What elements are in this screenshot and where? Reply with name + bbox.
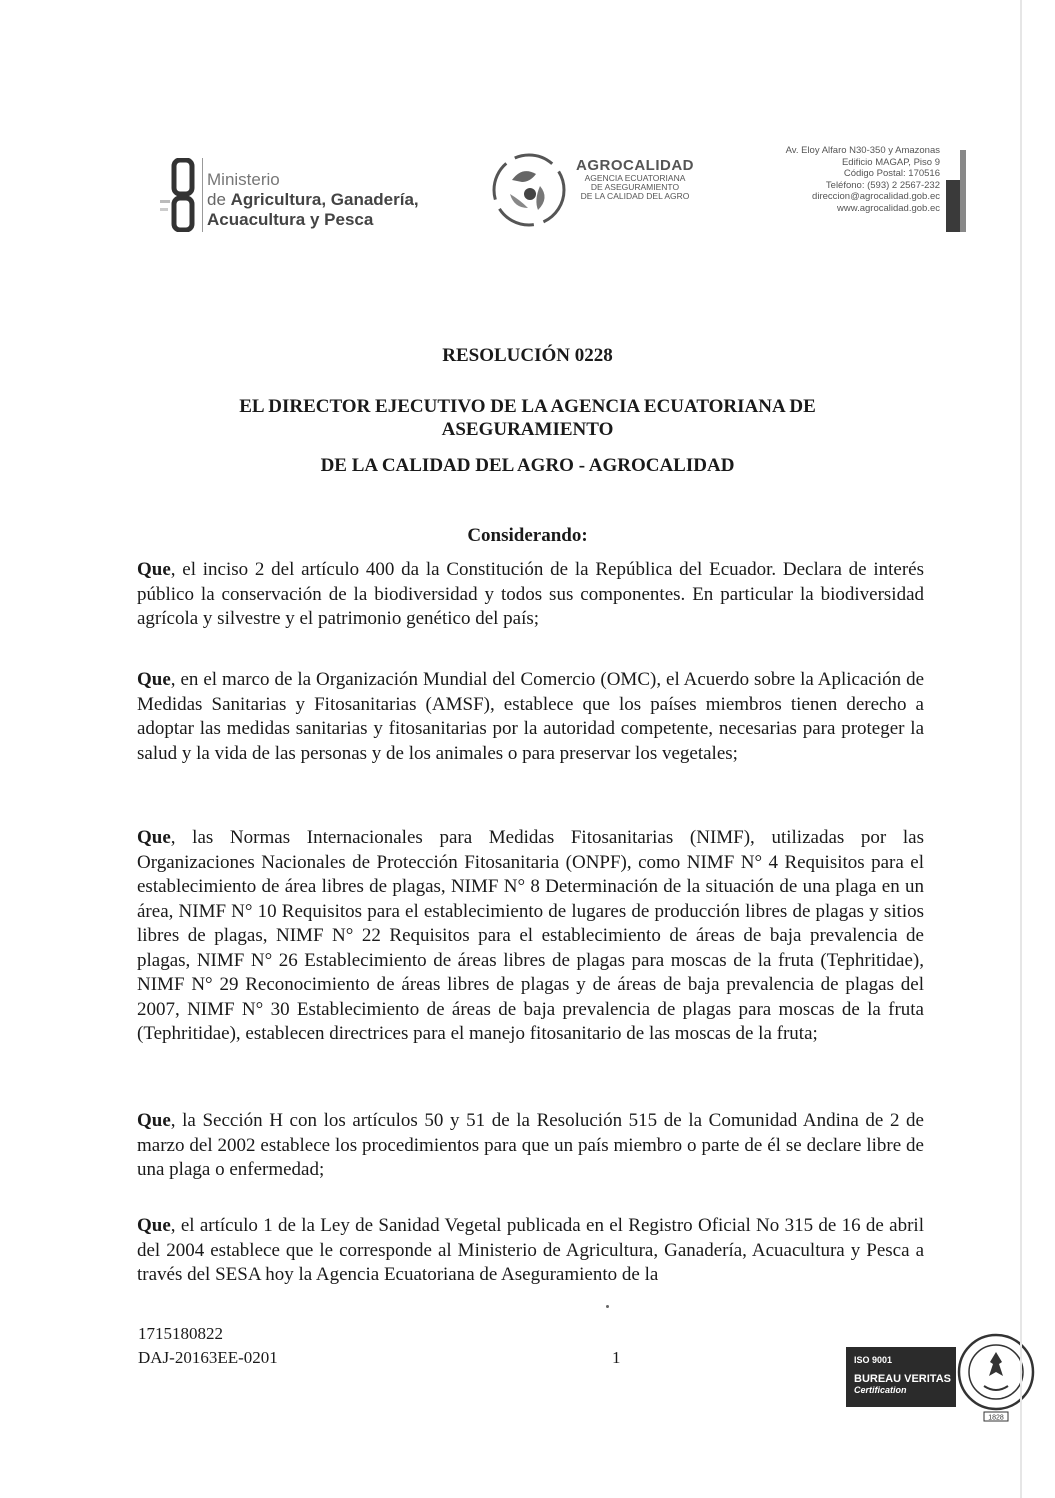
address-line: Teléfono: (593) 2 2567-232: [825, 179, 940, 191]
footer-code: DAJ-20163EE-0201: [138, 1348, 278, 1367]
resolution-number: RESOLUCIÓN 0228: [442, 345, 613, 366]
address-block: [700, 145, 940, 214]
agrocalidad-name: AGROCALIDAD: [576, 157, 694, 174]
agrocalidad-name-block: [576, 157, 694, 201]
paragraph: Que, el artículo 1 de la Ley de Sanidad Vegetal publicada en el Registro Oficial No 315 de 16 de abril del 2004 establece que le corresponde al Ministerio de Agricultura, Ganadería, Acuacultura y Pesca a través del SESA hoy la Agencia Ecuatoriana de Aseguramiento de la: [137, 1215, 924, 1285]
scan-edge: [1020, 0, 1022, 1498]
certification-badge: [846, 1347, 956, 1407]
address-decor-bar: [946, 180, 960, 232]
page-number: 1: [612, 1348, 621, 1367]
cert-iso: ISO 9001: [854, 1355, 893, 1365]
cert-sub: Certification: [854, 1385, 907, 1395]
address-line: Edificio MAGAP, Piso 9: [841, 156, 940, 168]
paragraph: Que, en el marco de la Organización Mundial del Comercio (OMC), el Acuerdo sobre la Aplicación de Medidas Sanitarias y Fitosanitarias (AMSF), establece que los países miembros tienen derecho a adoptar las medidas sanitarias y fitosanitarias por la autoridad competente, necesarias para proteger la salud y la vida de las personas y de los animales o para preservar los vegetales;: [137, 669, 924, 764]
agrocalidad-logo-icon: [490, 150, 568, 230]
ministry-line2: de Agricultura, Ganadería,: [207, 190, 419, 209]
address-decor-bar: [960, 150, 966, 232]
address-line: www.agrocalidad.gob.ec: [837, 202, 940, 214]
ministry-name: [207, 170, 419, 230]
ministry-line1: Ministerio: [207, 170, 280, 189]
bureau-veritas-seal-icon: [956, 1328, 1036, 1422]
agrocalidad-sub2: DE ASEGURAMIENTO: [590, 182, 680, 192]
paragraph: Que, las Normas Internacionales para Medidas Fitosanitarias (NIMF), utilizadas por las Organizaciones Nacionales de Protección Fitosanitaria (ONPF), como NIMF N° 4 Requisitos para el establecimiento de área libres de plagas, NIMF N° 8 Determinación de la situación de una plaga en un área, NIMF N° 10 Requisitos para el establecimiento de lugares de producción libres de plagas y sitios libres de plagas, NIMF N° 22 Requisitos para el establecimiento de áreas de baja prevalencia de plagas, NIMF N° 26 Establecimiento de áreas libres de plagas para moscas de la fruta (Tephritidae), NIMF N° 29 Reconocimiento de áreas libres de plagas y de áreas de baja prevalencia de plagas del 2007, NIMF N° 30 Establecimiento de áreas de baja prevalencia de plagas para moscas de la fruta (Tephritidae), establecen directrices para el manejo fitosanitario de las moscas de la fruta;: [137, 827, 924, 1044]
ministry-logo-icon: [160, 158, 200, 232]
scan-speck: [606, 1305, 609, 1308]
agrocalidad-sub1: AGENCIA ECUATORIANA: [584, 173, 686, 183]
paragraph: Que, el inciso 2 del artículo 400 da la Constitución de la República del Ecuador. Declara de interés público la conservación de la biodiversidad y todos sus componentes. En particular la biodiversidad agrícola y silvestre y el patrimonio genético del país;: [137, 559, 924, 629]
address-line: Av. Eloy Alfaro N30-350 y Amazonas: [785, 145, 940, 156]
cert-name: BUREAU VERITAS: [854, 1373, 951, 1385]
document-title: EL DIRECTOR EJECUTIVO DE LA AGENCIA ECUATORIANA DE ASEGURAMIENTO: [239, 396, 816, 440]
seal-year: 1828: [988, 1414, 1004, 1422]
ministry-logo-divider: [202, 158, 203, 232]
address-line: Código Postal: 170516: [843, 168, 940, 179]
agrocalidad-sub3: DE LA CALIDAD DEL AGRO: [580, 191, 690, 201]
footer-codes: [138, 1322, 278, 1370]
ministry-line3: Acuacultura y Pesca: [207, 210, 374, 229]
address-line: direccion@agrocalidad.gob.ec: [812, 191, 940, 202]
paragraph: Que, la Sección H con los artículos 50 y 51 de la Resolución 515 de la Comunidad Andina de 2 de marzo del 2002 establece los procedimientos para que un país miembro o parte de él se declare libre de una plaga o enfermedad;: [137, 1110, 924, 1180]
considering-heading: Considerando:: [467, 525, 588, 546]
footer-code: 1715180822: [138, 1324, 223, 1343]
document-title-line3: DE LA CALIDAD DEL AGRO - AGROCALIDAD: [320, 455, 735, 476]
